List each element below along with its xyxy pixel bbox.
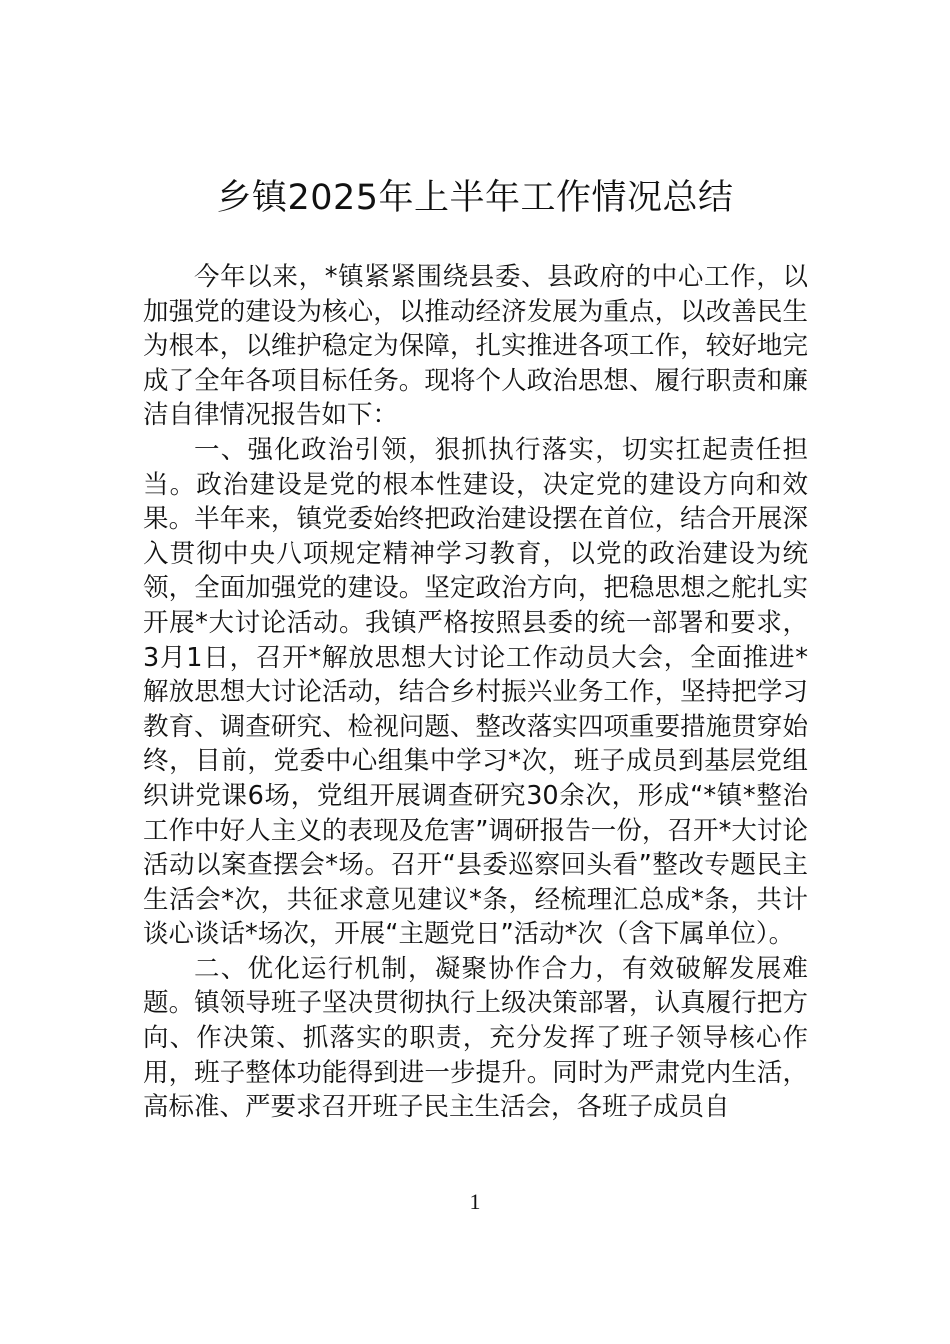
document-body [143, 260, 808, 1125]
paragraph-section-one: 一、强化政治引领，狠抓执行落实，切实扛起责任担当。政治建设是党的根本性建设，决定党的建设方向和效果。半年来，镇党委始终把政治建设摆在首位，结合开展深入贯彻中央八项规定精神学习教育，以党的政治建设为统领，全面加强党的建设。坚定政治方向，把稳思想之舵扎实开展*大讨论活动。我镇严格按照县委的统一部署和要求，3月1日，召开*解放思想大讨论工作动员大会，全面推进*解放思想大讨论活动，结合乡村振兴业务工作，坚持把学习教育、调查研究、检视问题、整改落实四项重要措施贯穿始终，目前，党委中心组集中学习*次，班子成员到基层党组织讲党课6场，党组开展调查研究30余次，形成“*镇*整治工作中好人主义的表现及危害”调研报告一份，召开*大讨论活动以案查摆会*场。召开“县委巡察回头看”整改专题民主生活会*次，共征求意见建议*条，经梳理汇总成*条，共计谈心谈话*场次，开展“主题党日”活动*次（含下属单位）。 [143, 434, 808, 950]
paragraph-section-two: 二、优化运行机制，凝聚协作合力，有效破解发展难题。镇领导班子坚决贯彻执行上级决策部署，认真履行把方向、作决策、抓落实的职责，充分发挥了班子领导核心作用，班子整体功能得到进一步提升。同时为严肃党内生活，高标准、严要求召开班子民主生活会，各班子成员自 [143, 953, 808, 1123]
page-number: 1 [469, 1189, 481, 1214]
paragraph-intro: 今年以来，*镇紧紧围绕县委、县政府的中心工作，以加强党的建设为核心，以推动经济发展为重点，以改善民生为根本，以维护稳定为保障，扎实推进各项工作，较好地完成了全年各项目标任务。现将个人政治思想、履行职责和廉洁自律情况报告如下： [143, 262, 808, 431]
document-title: 乡镇2025年上半年工作情况总结 [216, 178, 734, 218]
